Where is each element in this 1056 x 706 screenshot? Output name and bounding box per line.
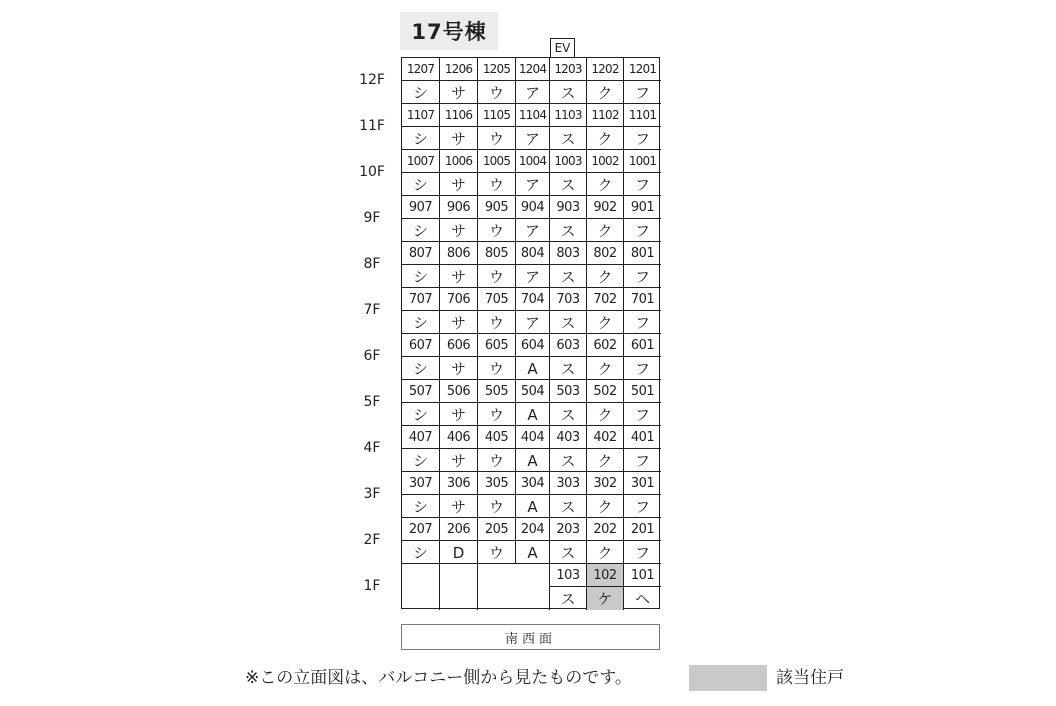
unit-number: 807 [402,242,439,265]
unit-number: 706 [440,288,477,311]
unit-number: 704 [516,288,549,311]
unit-number: 101 [624,564,661,587]
unit-number: 207 [402,518,439,541]
floor-row-9f [402,196,661,242]
unit-cell[interactable] [516,472,550,518]
floor-label: 12F [359,72,385,88]
unit-type: ウ [488,222,504,240]
unit-type: ウ [488,360,504,378]
unit-type: ス [560,130,576,148]
floor-label: 4F [363,440,381,456]
unit-cell[interactable] [516,518,550,564]
unit-type: ス [560,314,576,332]
unit-cell[interactable] [587,104,624,150]
unit-type: フ [634,452,650,470]
unit-cell[interactable] [550,104,587,150]
unit-type: シ [412,130,428,148]
unit-type: ス [560,176,576,194]
floor-label: 8F [363,256,381,272]
unit-cell[interactable] [440,150,478,196]
unit-number: 505 [478,380,515,403]
unit-number: 205 [478,518,515,541]
unit-cell[interactable] [516,380,550,426]
unit-number: 403 [550,426,586,449]
unit-number: 303 [550,472,586,495]
unit-cell[interactable] [550,196,587,242]
unit-cell[interactable] [402,242,440,288]
floor-label: 11F [359,118,385,134]
unit-cell[interactable] [624,472,661,518]
unit-type: シ [412,498,428,516]
unit-cell[interactable] [587,472,624,518]
unit-cell[interactable] [550,150,587,196]
unit-number: 902 [587,196,623,219]
unit-cell[interactable] [624,380,661,426]
unit-type: ウ [488,84,504,102]
unit-type: シ [412,544,428,562]
unit-number: 203 [550,518,586,541]
floor-row-6f [402,334,661,380]
unit-type: ク [597,452,613,470]
unit-type: ウ [488,452,504,470]
unit-number: 801 [624,242,661,265]
unit-type: A [527,543,538,562]
unit-type: ス [560,544,576,562]
unit-cell[interactable] [402,472,440,518]
unit-cell[interactable] [624,334,661,380]
unit-type: ス [560,590,576,608]
empty-cell [478,564,550,610]
unit-cell[interactable] [516,334,550,380]
unit-number: 806 [440,242,477,265]
unit-type: フ [634,498,650,516]
unit-cell[interactable] [587,196,624,242]
unit-number: 904 [516,196,549,219]
unit-number: 307 [402,472,439,495]
unit-number: 404 [516,426,549,449]
unit-cell[interactable] [587,242,624,288]
unit-cell[interactable] [402,196,440,242]
unit-number: 504 [516,380,549,403]
unit-number: 302 [587,472,623,495]
unit-cell[interactable] [624,288,661,334]
unit-number: 502 [587,380,623,403]
unit-cell[interactable] [624,242,661,288]
unit-cell[interactable] [440,334,478,380]
unit-cell[interactable] [624,150,661,196]
unit-type: ク [597,130,613,148]
unit-cell[interactable] [440,288,478,334]
unit-type: ク [597,268,613,286]
unit-number: 507 [402,380,439,403]
unit-type: フ [634,222,650,240]
unit-cell[interactable] [624,104,661,150]
unit-number: 1103 [550,104,586,127]
unit-number: 804 [516,242,549,265]
floor-row-4f [402,426,661,472]
unit-type: ア [524,84,540,102]
unit-type: フ [634,268,650,286]
empty-cell [440,564,478,610]
unit-cell[interactable] [516,150,550,196]
unit-cell[interactable] [516,426,550,472]
unit-type: サ [450,268,466,286]
unit-cell[interactable] [478,196,516,242]
floor-row-11f [402,104,661,150]
unit-type: サ [450,498,466,516]
unit-number: 401 [624,426,661,449]
unit-number: 204 [516,518,549,541]
unit-type: ウ [488,498,504,516]
unit-type: ウ [488,544,504,562]
unit-type: フ [634,406,650,424]
floor-label: 3F [363,486,381,502]
unit-cell[interactable] [516,288,550,334]
floor-row-10f [402,150,661,196]
facing-label: 南西面 [401,624,660,650]
unit-type: A [527,497,538,516]
unit-type: ク [597,222,613,240]
unit-number: 803 [550,242,586,265]
unit-number: 606 [440,334,477,357]
unit-cell[interactable] [624,196,661,242]
floor-row-7f [402,288,661,334]
building-title: 17号棟 [400,12,498,50]
unit-type: ス [560,360,576,378]
unit-type: ク [597,498,613,516]
unit-type: シ [412,176,428,194]
unit-number: 602 [587,334,623,357]
unit-type: ク [597,544,613,562]
unit-type: ス [560,406,576,424]
elevator-label: EV [550,38,575,57]
unit-cell[interactable] [478,58,516,104]
unit-number: 102 [587,564,623,587]
unit-type: ス [560,452,576,470]
unit-number: 1104 [516,104,549,127]
unit-cell[interactable] [440,426,478,472]
unit-number: 705 [478,288,515,311]
unit-type: ク [597,176,613,194]
unit-cell[interactable] [550,426,587,472]
unit-cell[interactable] [587,380,624,426]
unit-number: 405 [478,426,515,449]
unit-cell[interactable] [516,242,550,288]
unit-number: 702 [587,288,623,311]
unit-cell[interactable] [587,150,624,196]
unit-type: フ [634,544,650,562]
unit-cell[interactable] [440,518,478,564]
unit-cell[interactable] [624,58,661,104]
unit-cell[interactable] [440,242,478,288]
unit-number: 901 [624,196,661,219]
unit-cell[interactable] [478,334,516,380]
unit-number: 1203 [550,58,586,81]
floor-row-5f [402,380,661,426]
unit-cell[interactable] [402,518,440,564]
unit-cell[interactable] [402,334,440,380]
unit-type: サ [450,406,466,424]
unit-type: シ [412,268,428,286]
unit-number: 503 [550,380,586,403]
unit-cell[interactable] [516,104,550,150]
unit-cell[interactable] [550,334,587,380]
unit-number: 402 [587,426,623,449]
unit-cell[interactable] [402,58,440,104]
unit-number: 1202 [587,58,623,81]
legend-swatch [689,665,767,691]
unit-type: D [452,543,465,562]
unit-cell[interactable] [478,518,516,564]
elevation-grid [401,57,660,609]
unit-number: 206 [440,518,477,541]
unit-cell[interactable] [440,104,478,150]
unit-type: ア [524,222,540,240]
unit-number: 304 [516,472,549,495]
floor-label: 9F [363,210,381,226]
unit-cell[interactable] [550,564,587,610]
unit-cell[interactable] [402,380,440,426]
unit-number: 506 [440,380,477,403]
unit-type: A [527,359,538,378]
unit-number: 1205 [478,58,515,81]
floor-row-8f [402,242,661,288]
unit-type: ス [560,84,576,102]
unit-number: 805 [478,242,515,265]
floor-label: 5F [363,394,381,410]
unit-number: 906 [440,196,477,219]
unit-cell[interactable] [478,380,516,426]
unit-cell[interactable] [624,518,661,564]
unit-number: 1206 [440,58,477,81]
unit-number: 1003 [550,150,586,173]
unit-cell[interactable] [402,150,440,196]
unit-number: 604 [516,334,549,357]
unit-cell[interactable] [624,564,661,610]
unit-number: 1006 [440,150,477,173]
unit-number: 802 [587,242,623,265]
unit-type: ク [597,360,613,378]
empty-cell [402,564,440,610]
floor-row-2f [402,518,661,564]
unit-number: 707 [402,288,439,311]
unit-type: フ [634,176,650,194]
unit-cell[interactable] [550,472,587,518]
unit-type: ク [597,84,613,102]
unit-number: 905 [478,196,515,219]
unit-type: ウ [488,314,504,332]
unit-type: A [527,451,538,470]
unit-number: 407 [402,426,439,449]
unit-cell[interactable] [478,472,516,518]
unit-type: A [527,405,538,424]
floor-label: 2F [363,532,381,548]
legend-label: 該当住戸 [776,668,844,688]
unit-number: 903 [550,196,586,219]
unit-cell[interactable] [402,426,440,472]
unit-type: ウ [488,176,504,194]
unit-type: ア [524,314,540,332]
unit-cell[interactable] [587,426,624,472]
unit-number: 1207 [402,58,439,81]
unit-number: 1105 [478,104,515,127]
unit-number: 501 [624,380,661,403]
unit-cell[interactable] [550,242,587,288]
unit-type: ウ [488,406,504,424]
unit-type: ス [560,222,576,240]
unit-cell[interactable] [550,58,587,104]
floor-label: 6F [363,348,381,364]
unit-number: 1101 [624,104,661,127]
unit-number: 202 [587,518,623,541]
unit-type: サ [450,84,466,102]
unit-type: ス [560,498,576,516]
unit-cell[interactable] [516,196,550,242]
unit-number: 1002 [587,150,623,173]
unit-cell[interactable] [587,334,624,380]
unit-type: ク [597,314,613,332]
unit-number: 1004 [516,150,549,173]
unit-type: シ [412,360,428,378]
unit-type: ヘ [634,590,650,608]
unit-number: 701 [624,288,661,311]
unit-type: サ [450,314,466,332]
unit-number: 601 [624,334,661,357]
floor-label: 1F [363,578,381,594]
unit-type: フ [634,360,650,378]
unit-cell[interactable] [440,380,478,426]
unit-type: シ [412,452,428,470]
unit-type: サ [450,130,466,148]
unit-number: 201 [624,518,661,541]
unit-type: ア [524,130,540,148]
unit-cell[interactable] [440,196,478,242]
unit-cell[interactable] [402,104,440,150]
unit-number: 703 [550,288,586,311]
unit-type: サ [450,360,466,378]
unit-number: 605 [478,334,515,357]
unit-cell[interactable] [478,242,516,288]
unit-type: ウ [488,268,504,286]
unit-type: シ [412,84,428,102]
floor-row-1f [402,564,661,610]
unit-type: ク [597,406,613,424]
unit-cell[interactable] [587,58,624,104]
unit-type: サ [450,452,466,470]
floor-row-12f [402,58,661,104]
unit-type: フ [634,314,650,332]
unit-cell[interactable] [550,518,587,564]
unit-type: フ [634,130,650,148]
unit-type: フ [634,84,650,102]
unit-cell[interactable] [478,150,516,196]
unit-type: サ [450,222,466,240]
unit-number: 907 [402,196,439,219]
unit-number: 306 [440,472,477,495]
unit-cell[interactable] [478,426,516,472]
unit-cell[interactable] [478,104,516,150]
unit-type: ア [524,176,540,194]
unit-type: シ [412,222,428,240]
unit-cell[interactable] [516,58,550,104]
unit-number: 1204 [516,58,549,81]
floor-label: 10F [359,164,385,180]
unit-number: 607 [402,334,439,357]
elevation-note: ※この立面図は、バルコニー側から見たものです。 [245,668,632,688]
unit-number: 603 [550,334,586,357]
unit-number: 301 [624,472,661,495]
unit-number: 1106 [440,104,477,127]
unit-type: ケ [597,590,613,608]
unit-number: 1005 [478,150,515,173]
unit-type: サ [450,176,466,194]
unit-cell[interactable] [478,288,516,334]
unit-number: 406 [440,426,477,449]
unit-type: ア [524,268,540,286]
unit-type: ウ [488,130,504,148]
floor-label: 7F [363,302,381,318]
unit-number: 1201 [624,58,661,81]
unit-number: 1001 [624,150,661,173]
unit-number: 1107 [402,104,439,127]
unit-cell[interactable] [440,472,478,518]
unit-number: 1007 [402,150,439,173]
unit-type: シ [412,314,428,332]
unit-type: シ [412,406,428,424]
unit-cell[interactable] [587,518,624,564]
floor-row-3f [402,472,661,518]
unit-cell[interactable] [587,564,624,610]
unit-cell[interactable] [402,288,440,334]
unit-number: 103 [550,564,586,587]
unit-cell[interactable] [587,288,624,334]
unit-number: 305 [478,472,515,495]
unit-type: ス [560,268,576,286]
unit-cell[interactable] [624,426,661,472]
unit-cell[interactable] [550,380,587,426]
unit-cell[interactable] [550,288,587,334]
unit-number: 1102 [587,104,623,127]
unit-cell[interactable] [440,58,478,104]
